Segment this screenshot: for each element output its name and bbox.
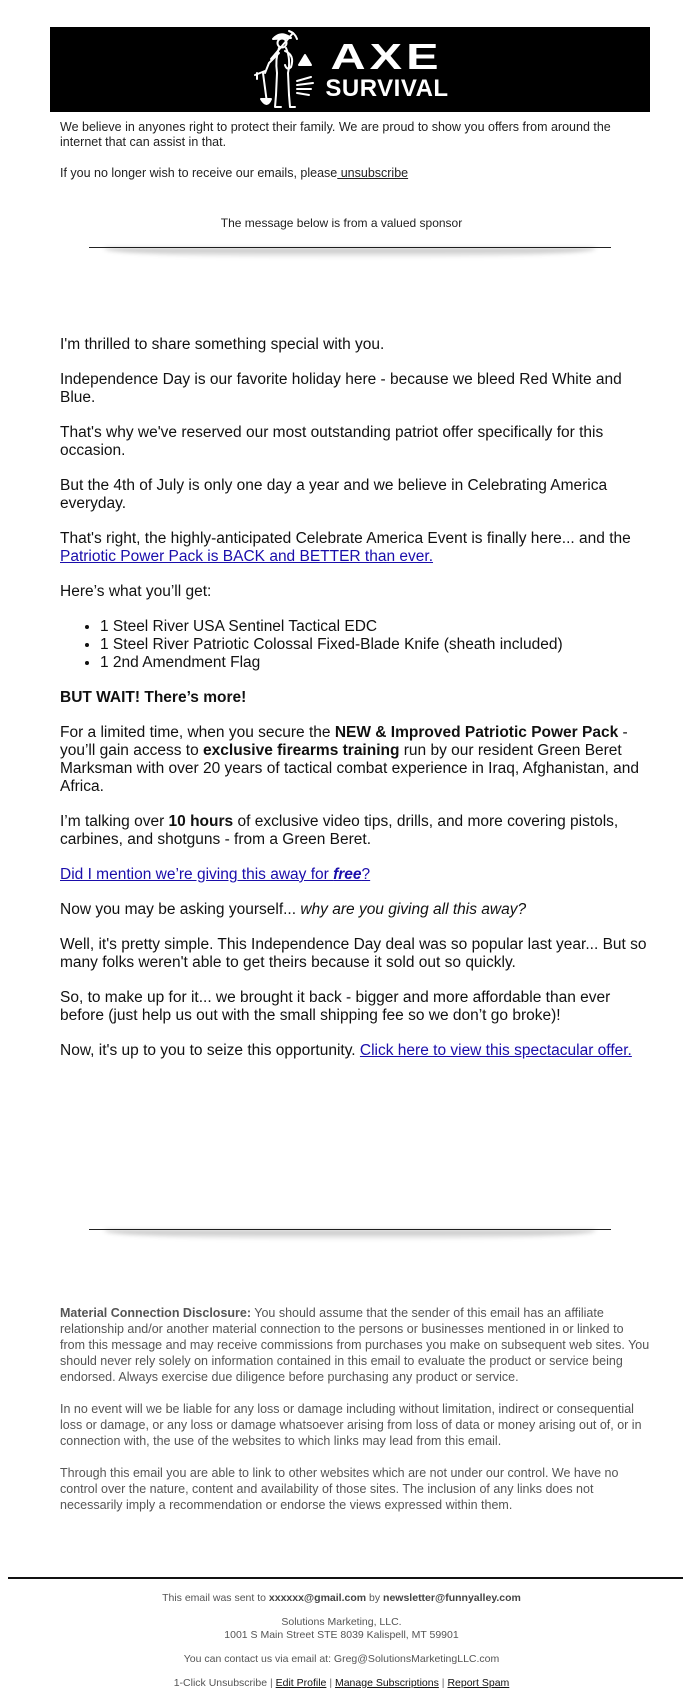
external-links-disclaimer: Through this email you are able to link to other websites which are not under our control. We have no control over the nature, content and availability of those sites. The inclusion of any links does not necessarily imply a recommendation or endorse the views expressed within them. [60,1466,619,1512]
disclosure-title: Material Connection Disclosure: [60,1306,252,1320]
unsubscribe-prefix: If you no longer wish to receive our emails, please [60,166,338,180]
text: run by our resident Green Beret Marksman with over 20 years of tactical combat experience in Iraq, Afghanistan, and Africa. [60,742,639,795]
material-connection-disclosure [60,1305,650,1385]
company-street-address: 1001 S Main Street STE 8039 Kalispell, MT 59901 [224,1629,459,1641]
sponsor-message [60,336,650,1077]
liability-disclaimer: In no event will we be liable for any loss or damage including without limitation, indirect or consequential loss or damage, or any loss or damage whatsoever arising from loss of data or money arising out of, or in connection with, the use of the websites to which links may lead from this email. [60,1402,642,1448]
text: of exclusive video tips, drills, and more covering pistols, carbines, and shotguns - from a Green Beret. [60,813,619,848]
bold-text: NEW & Improved Patriotic Power Pack [334,724,619,741]
free-offer-link[interactable] [60,866,370,883]
italic-text: why are you giving all this away? [300,901,527,918]
celebrate-text: That's right, the highly-anticipated Celebrate America Event is finally here... and the [60,530,631,547]
manage-subscriptions-link[interactable]: Manage Subscriptions [334,1677,439,1689]
logo-line-axe: AXE [330,35,444,77]
list-item: • 1 2nd Amendment Flag [100,654,650,672]
preheader [60,120,650,181]
sender-email: newsletter@funnyalley.com [383,1592,521,1604]
text: - you’ll gain access to [60,724,628,759]
miner-with-pickaxe-icon [251,29,321,111]
text: For a limited time, when you secure the [60,724,335,741]
text: Now, it's up to you to seize this opportunity. [60,1042,360,1059]
recipient-email: xxxxxx@gmail.com [268,1592,367,1604]
logo-wordmark [325,35,449,102]
sponsor-note: The message below is from a valued sponsor [220,216,463,230]
text: Now you may be asking yourself... [60,901,301,918]
link-text: Did I mention we’re giving this away for [60,866,334,883]
text: by [366,1592,384,1604]
but-wait-heading [60,689,650,707]
disclosure-section [60,1305,650,1529]
unsubscribe-link[interactable]: unsubscribe [337,166,409,180]
view-offer-link[interactable]: Click here to view this spectacular offer. [359,1042,632,1059]
power-pack-link[interactable]: Patriotic Power Pack is BACK and BETTER than ever. [60,548,434,565]
text: This email was sent to [162,1592,269,1604]
company-address [0,1616,683,1642]
top-divider [89,247,611,248]
axe-survival-logo[interactable] [251,29,448,111]
paragraph-what-you-get: Here’s what you’ll get: [60,583,212,600]
separator: | [438,1677,448,1689]
paragraph-4th-of-july: But the 4th of July is only one day a year and we believe in Celebrating America everyday. [60,477,608,512]
offer-items-list [60,618,650,672]
footer-rule [8,1577,683,1579]
list-item: • 1 Steel River Patriotic Colossal Fixed-Blade Knife (sheath included) [100,636,650,654]
link-text-free: free [333,866,362,883]
list-item: • 1 Steel River USA Sentinel Tactical EDC [100,618,650,636]
header-banner[interactable] [50,27,650,112]
paragraph-make-up: So, to make up for it... we brought it back - bigger and more affordable than ever before (just help us out with the small shipping fee so we don’t go broke)! [60,989,611,1024]
paragraph-greeting: I'm thrilled to share something special with you. [60,336,385,353]
company-name: Solutions Marketing, LLC. [281,1616,402,1628]
link-text: ? [361,866,371,883]
paragraph-asking-yourself [60,901,650,919]
report-spam-link[interactable]: Report Spam [447,1677,510,1689]
unsubscribe-line [60,166,650,181]
bold-text: 10 hours [168,813,234,830]
paragraph-pretty-simple: Well, it's pretty simple. This Independence Day deal was so popular last year... But so many folks weren't able to get theirs because it sold out so quickly. [60,936,647,971]
bold-text: exclusive firearms training [203,742,400,759]
intro-text: We believe in anyones right to protect their family. We are proud to show you offers from around the internet that can assist in that. [60,120,611,149]
paragraph-celebrate-event [60,530,650,566]
paragraph-seize-opportunity [60,1042,650,1060]
paragraph-limited-time [60,724,650,796]
footer [0,1592,683,1696]
disclosure-text: You should assume that the sender of this email has an affiliate relationship and/or another material connection to the persons or businesses mentioned in or linked to from this message and may receive commissions from purchases you make on subsequent web sites. You should never rely solely on information contained in this email to evaluate the product or service being endorsed. Always exercise due diligence before purchasing any product or service. [60,1306,650,1384]
paragraph-free [60,866,650,884]
paragraph-10-hours [60,813,650,849]
contact-line: You can contact us via email at: Greg@SolutionsMarketingLLC.com [183,1653,500,1665]
paragraph-independence-day: Independence Day is our favorite holiday here - because we bleed Red White and Blue. [60,371,622,406]
separator: | [326,1677,335,1689]
but-wait-text: BUT WAIT! There’s more! [60,689,247,706]
sent-to-line [0,1592,683,1605]
separator: | [267,1677,276,1689]
one-click-unsubscribe[interactable]: 1-Click Unsubscribe [173,1677,268,1689]
paragraph-reserved-offer: That's why we've reserved our most outstanding patriot offer specifically for this occasion. [60,424,604,459]
footer-links [0,1677,683,1690]
bottom-divider [89,1229,611,1230]
text: I’m talking over [60,813,169,830]
logo-line-survival: SURVIVAL [325,74,449,102]
edit-profile-link[interactable]: Edit Profile [275,1677,327,1689]
